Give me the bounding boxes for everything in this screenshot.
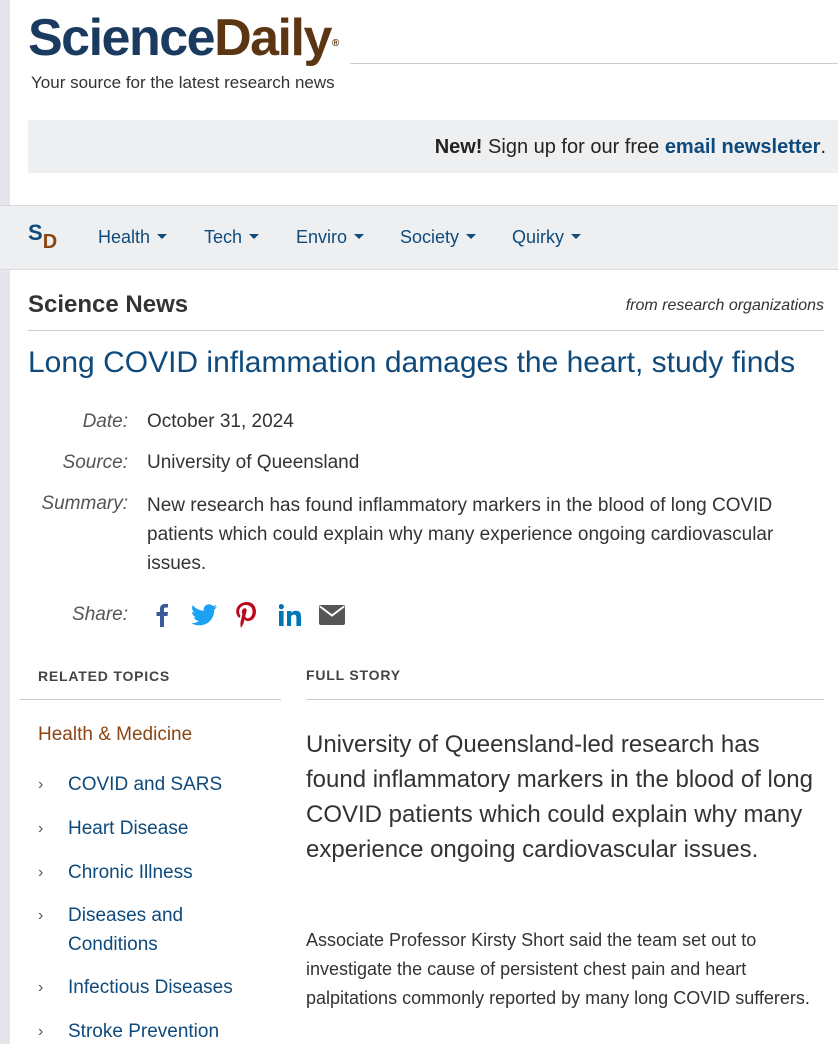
sd-logo-d: D — [42, 231, 58, 253]
related-topics-divider — [20, 699, 281, 700]
newsletter-text — [435, 136, 826, 159]
topic-label: Diseases and Conditions — [68, 905, 184, 955]
date-label: Date: — [82, 411, 128, 432]
chevron-right-icon: › — [38, 907, 44, 924]
caret-down-icon — [354, 234, 364, 239]
nav-enviro-label: Enviro — [296, 227, 348, 247]
article-summary: New research has found inflammatory markers in the blood of long COVID patients which could explain why many experience ongoing cardiovascular issues. — [147, 495, 774, 574]
topic-label: Stroke Prevention — [68, 1021, 220, 1042]
topic-stroke-prevention[interactable] — [38, 1017, 278, 1046]
topic-label: Chronic Illness — [68, 862, 193, 883]
sd-home-logo[interactable] — [28, 220, 58, 253]
caret-down-icon — [571, 234, 581, 239]
full-story-heading: FULL STORY — [306, 667, 401, 683]
share-label: Share: — [72, 604, 128, 625]
topic-label: COVID and SARS — [68, 774, 223, 795]
topic-infectious-diseases[interactable] — [38, 973, 278, 1002]
topic-chronic-illness[interactable] — [38, 858, 278, 887]
nav-quirky-label: Quirky — [512, 227, 565, 247]
logo-daily: Daily — [214, 9, 331, 67]
chevron-right-icon: › — [38, 864, 44, 881]
topic-diseases-conditions[interactable] — [38, 901, 278, 959]
facebook-icon[interactable] — [147, 601, 177, 629]
related-topics-heading: RELATED TOPICS — [38, 668, 171, 684]
newsletter-period: . — [820, 136, 826, 158]
chevron-right-icon: › — [38, 776, 44, 793]
nav-society[interactable] — [400, 227, 476, 248]
source-label: Source: — [62, 452, 128, 473]
sciencedaily-logo[interactable] — [28, 8, 338, 68]
chevron-right-icon: › — [38, 979, 44, 996]
section-divider — [28, 330, 824, 331]
main-nav — [0, 205, 838, 270]
nav-enviro[interactable] — [296, 227, 364, 248]
article-date: October 31, 2024 — [147, 411, 294, 432]
article-source: University of Queensland — [147, 452, 360, 473]
pinterest-icon[interactable] — [232, 601, 262, 629]
email-newsletter-link[interactable]: email newsletter — [664, 136, 821, 158]
topic-covid-sars[interactable] — [38, 770, 278, 799]
topic-label: Infectious Diseases — [68, 977, 233, 998]
newsletter-copy: Sign up for our free — [482, 136, 665, 158]
topic-label: Heart Disease — [68, 818, 189, 839]
nav-tech[interactable] — [204, 227, 259, 248]
section-title: Science News — [28, 291, 189, 318]
newsletter-new-label: New! — [434, 136, 483, 158]
sd-logo-s: S — [28, 220, 43, 245]
email-icon[interactable] — [317, 601, 347, 629]
left-rail — [0, 0, 10, 1044]
section-subtitle: from research organizations — [625, 297, 824, 314]
twitter-icon[interactable] — [189, 601, 219, 629]
summary-label: Summary: — [41, 493, 128, 514]
nav-health[interactable] — [98, 227, 167, 248]
nav-society-label: Society — [400, 227, 460, 247]
logo-science: Science — [28, 9, 215, 67]
newsletter-banner — [28, 120, 838, 173]
nav-tech-label: Tech — [204, 227, 243, 247]
caret-down-icon — [466, 234, 476, 239]
chevron-right-icon: › — [38, 1023, 44, 1040]
nav-quirky[interactable] — [512, 227, 581, 248]
tagline: Your source for the latest research news — [31, 73, 335, 92]
story-paragraph: Associate Professor Kirsty Short said the team set out to investigate the cause of persistent chest pain and heart palpitations commonly reported by many long COVID sufferers. — [306, 930, 810, 1008]
linkedin-icon[interactable] — [275, 601, 305, 629]
full-story-divider — [306, 699, 824, 700]
chevron-right-icon: › — [38, 820, 44, 837]
nav-health-label: Health — [98, 227, 151, 247]
caret-down-icon — [157, 234, 167, 239]
topic-heart-disease[interactable] — [38, 814, 278, 843]
header-divider — [350, 63, 838, 64]
article-headline: Long COVID inflammation damages the heart, study finds — [28, 346, 796, 379]
caret-down-icon — [249, 234, 259, 239]
topic-category-health-medicine[interactable]: Health & Medicine — [38, 724, 193, 745]
story-lead: University of Queensland-led research has found inflammatory markers in the blood of long COVID patients which could explain why many experience ongoing cardiovascular issues. — [306, 731, 813, 863]
registered-mark: ® — [331, 38, 338, 49]
